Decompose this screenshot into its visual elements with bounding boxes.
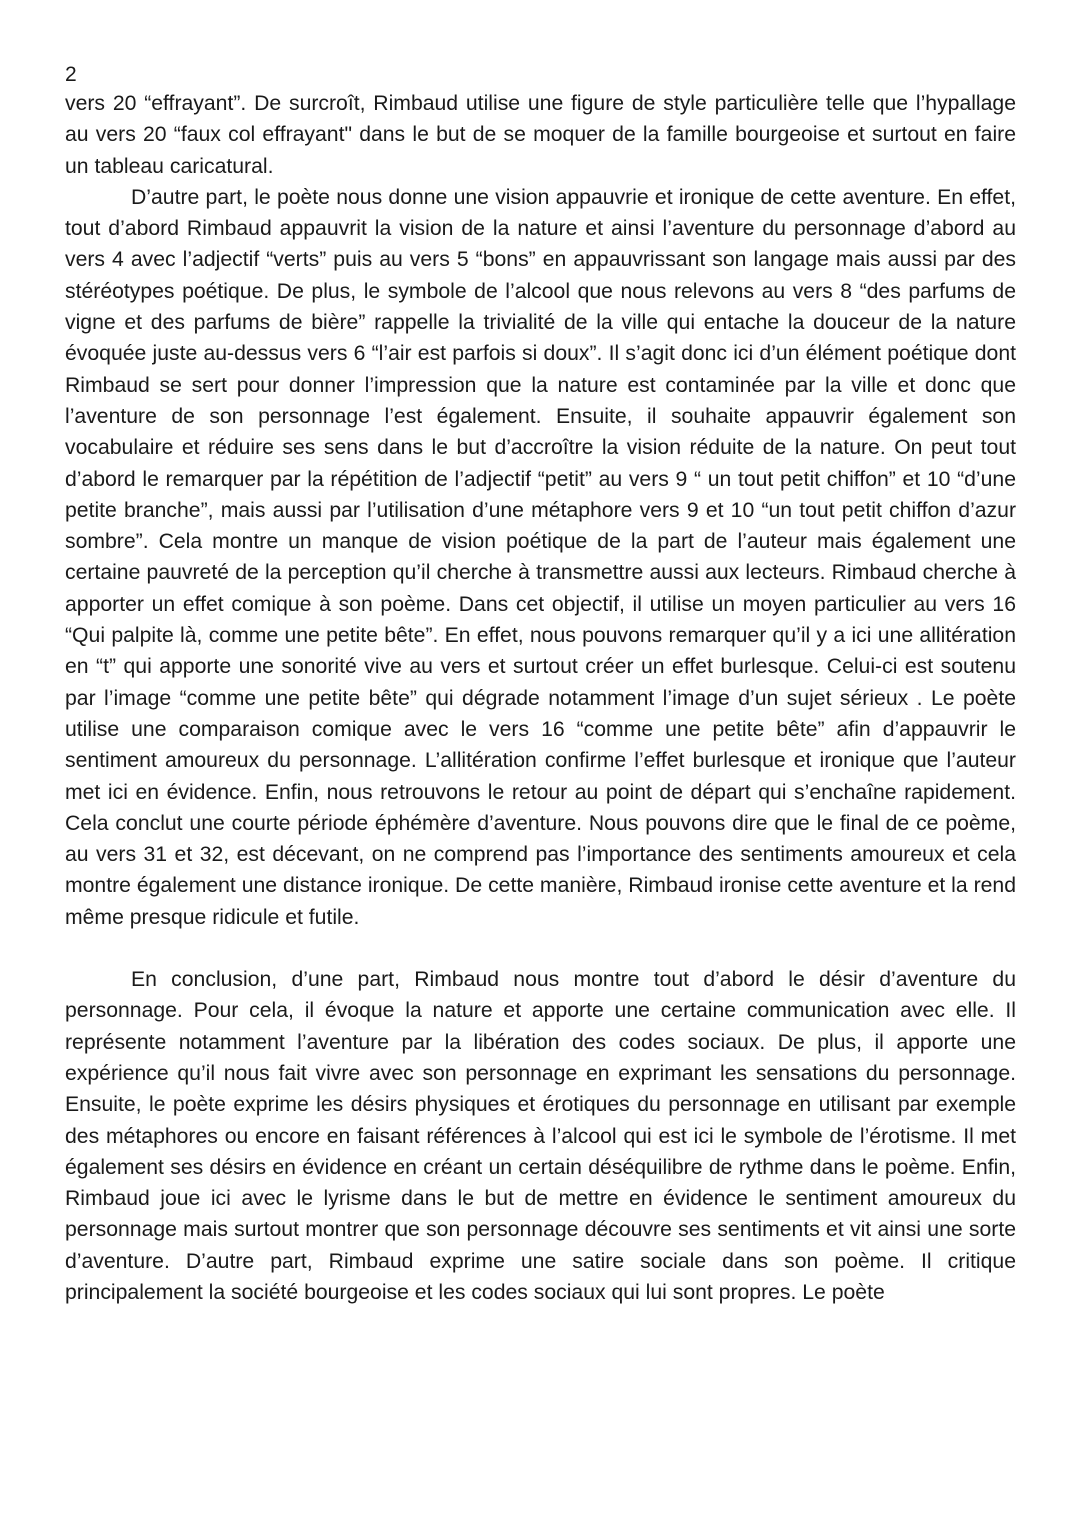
paragraph-analysis: D’autre part, le poète nous donne une vision appauvrie et ironique de cette aventure. En effet, tout d’abord Rimbaud appauvrit la vision de la nature et ainsi l’aventure du personnage d’abord au vers 4 avec l’adjectif “verts” puis au vers 5 “bons” en appauvrissant son langage mais aussi par des stéréotypes poétique. De plus, le symbole de l’alcool que nous relevons au vers 8 “des parfums de vigne et des parfums de bière” rappelle la trivialité de la ville qui entache la douceur de la nature évoquée juste au-dessus vers 6 “l’air est parfois si doux”. Il s’agit donc ici d’un élément poétique dont Rimbaud se sert pour donner l’impression que la nature est contaminée par la ville et donc que l’aventure de son personnage l’est également. Ensuite, il souhaite appauvrir également son vocabulaire et réduire ses sens dans le but d’accroître la vision réduite de la nature. On peut tout d’abord le remarquer par la répétition de l’adjectif “petit” au vers 9 “ un tout petit chiffon” et 10 “d’une petite branche”, mais aussi par l’utilisation d’une métaphore vers 9 et 10 “un tout petit chiffon d’azur sombre”. Cela montre un manque de vision poétique de la part de l’auteur mais également une certaine pauvreté de la perception qu’il cherche à transmettre aussi aux lecteurs. Rimbaud cherche à apporter un effet comique à son poème. Dans cet objectif, il utilise un moyen particulier au vers 16 “Qui palpite là, comme une petite bête”. En effet, nous pouvons remarquer qu’il y a ici une allitération en “t” qui apporte une sonorité vive au vers et surtout créer un effet burlesque. Celui-ci est soutenu par l’image “comme une petite bête” qui dégrade notamment l’image d’un sujet sérieux . Le poète utilise une comparaison comique avec le vers 16 “comme une petite bête” afin d’appauvrir le sentiment amoureux du personnage. L’allitération confirme l’effet burlesque et ironique que l’auteur met ici en évidence. Enfin, nous retrouvons le retour au point de départ qui s’enchaîne rapidement. Cela conclut une courte période éphémère d’aventure. Nous pouvons dire que le final de ce poème, au vers 31 et 32, est décevant, on ne comprend pas l’importance des sentiments amoureux et cela montre également une distance ironique. De cette manière, Rimbaud ironise cette aventure et la rend même presque ridicule et futile. bbox=[65, 185, 1016, 929]
paragraph-continuation: vers 20 “effrayant”. De surcroît, Rimbaud utilise une figure de style particulière telle que l’hypallage au vers 20 “faux col effrayant" dans le but de se moquer de la famille bourgeoise et surtout en faire un tableau caricatural. bbox=[65, 92, 1016, 178]
paragraph-conclusion: En conclusion, d’une part, Rimbaud nous montre tout d’abord le désir d’aventure du personnage. Pour cela, il évoque la nature et apporte une certaine communication avec elle. Il représente notamment l’aventure par la libération des codes sociaux. De plus, il apporte une expérience qu’il nous fait vivre avec son personnage en exprimant les sensations du personnage. Ensuite, le poète exprime les désirs physiques et érotiques du personnage en utilisant par exemple des métaphores ou encore en faisant références à l’alcool qui est ici le symbole de l’érotisme. Il met également ses désirs en évidence en créant un certain déséquilibre de rythme dans le poème. Enfin, Rimbaud joue ici avec le lyrisme dans le but de mettre en évidence le sentiment amoureux du personnage mais surtout montrer que son personnage découvre ses sentiments et vit ainsi une sorte d’aventure. D’autre part, Rimbaud exprime une satire sociale dans son poème. Il critique principalement la société bourgeoise et les codes sociaux qui lui sont propres. Le poète bbox=[65, 968, 1016, 1304]
document-page bbox=[65, 62, 1016, 1308]
paragraph-spacer bbox=[65, 933, 1016, 964]
page-number: 2 bbox=[65, 63, 77, 86]
